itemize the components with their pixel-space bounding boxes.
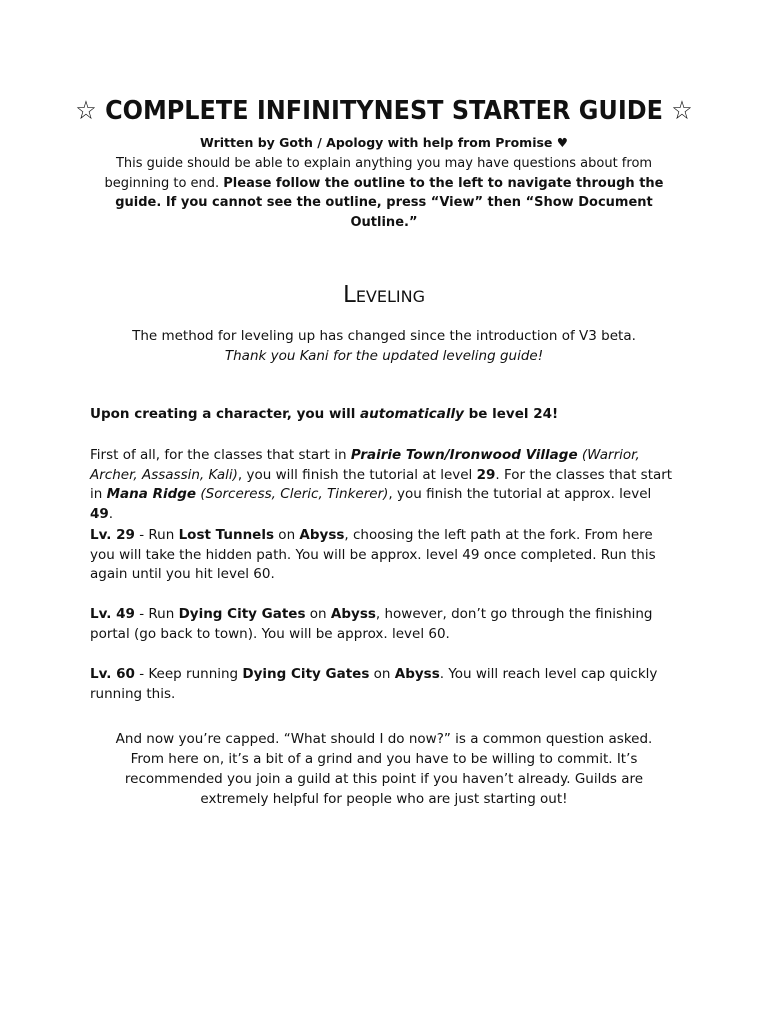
lv60-paragraph: [90, 665, 678, 704]
lv49-text-3: , however, don’t go through the finishing portal (go back to town). You will be approx. level 60.: [90, 606, 653, 642]
classes-paragraph: [90, 446, 678, 524]
method-note: [90, 326, 678, 366]
intro-plain: This guide should be able to explain anything you may have questions about from beginning to end.: [104, 156, 653, 191]
auto-level-part2: be level 24!: [463, 406, 559, 422]
method-note-line2: [90, 346, 678, 366]
lv29-paragraph: [90, 526, 678, 585]
method-note-line1: The method for leveling up has changed since the introduction of V3 beta.: [132, 328, 636, 344]
classes-text-1: First of all, for the classes that start in: [90, 447, 351, 463]
town-mana-ridge: Mana Ridge: [106, 486, 197, 502]
classes-text-2: , you will finish the tutorial at level: [237, 466, 477, 483]
town-prairie: Prairie Town/Ironwood Village: [350, 447, 578, 463]
lv49-paragraph: [90, 605, 678, 644]
auto-level-paragraph: [90, 405, 678, 425]
classes-list-1: (Warrior, Archer, Assassin, Kali): [90, 447, 640, 483]
section-heading-leveling: Leveling: [343, 282, 425, 308]
classes-text-3: . For the classes that start in: [90, 466, 673, 502]
lv60-text-1: - Keep running: [134, 666, 243, 682]
lv60-dungeon: Dying City Gates: [242, 666, 370, 682]
lv60-text-3: . You will reach level cap quickly running this.: [90, 666, 658, 702]
classes-list-2: (Sorceress, Cleric, Tinkerer): [196, 486, 389, 502]
lv29-difficulty: Abyss: [299, 527, 345, 543]
classes-text-4: , you finish the tutorial at approx. level: [388, 486, 652, 502]
lv29-text-2: on: [274, 527, 300, 543]
intro-paragraph: [90, 154, 678, 232]
lv60-difficulty: Abyss: [394, 666, 440, 682]
classes-text-5: .: [108, 505, 114, 522]
lv49-text-2: on: [305, 606, 331, 622]
lv29-dungeon: Lost Tunnels: [178, 527, 275, 543]
lv49-label: Lv. 49: [90, 606, 135, 622]
level-49: 49: [90, 505, 109, 522]
lv29-text-3: , choosing the left path at the fork. From here you will take the hidden path. You will be approx. level 49 once completed. Run this again until you hit level 60.: [90, 527, 656, 582]
lv49-difficulty: Abyss: [330, 606, 376, 622]
lv60-label: Lv. 60: [90, 666, 135, 682]
lv49-dungeon: Dying City Gates: [178, 606, 306, 622]
byline: Written by Goth / Apology with help from Promise ♥: [200, 135, 568, 150]
auto-level-part1: Upon creating a character, you will: [90, 406, 361, 422]
guide-title: ☆ COMPLETE INFINITYNEST STARTER GUIDE ☆: [75, 96, 693, 126]
lv29-label: Lv. 29: [90, 527, 135, 543]
level-29: 29: [476, 466, 496, 483]
auto-level-emphasis: automatically: [360, 406, 464, 422]
lv29-text-1: - Run: [134, 527, 179, 543]
lv60-text-2: on: [369, 666, 395, 682]
lv49-text-1: - Run: [134, 606, 179, 622]
thanks-note: Thank you Kani for the updated leveling guide!: [224, 348, 544, 364]
capped-paragraph: And now you’re capped. “What should I do now?” is a common question asked. From here on, it’s a bit of a grind and you have to be willing to commit. It’s recommended you join a guild at this point if you haven’t already. Guilds are extremely helpful for people who are just starting out!: [115, 731, 653, 807]
intro-bold: Please follow the outline to the left to navigate through the guide. If you cannot see the outline, press “View” then “Show Document Outline.”: [115, 175, 664, 230]
